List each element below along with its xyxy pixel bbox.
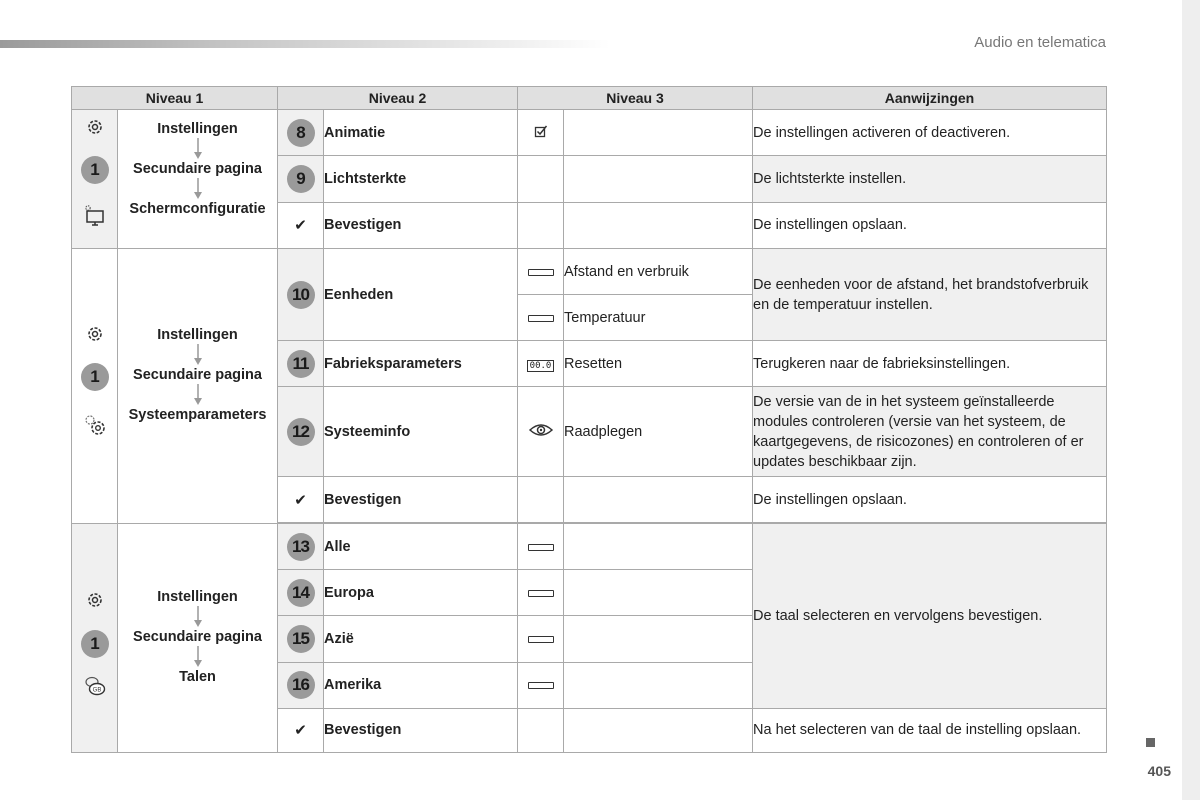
level2-label: Azië bbox=[324, 616, 518, 662]
language-icon bbox=[72, 674, 117, 700]
level3-icon-empty bbox=[518, 477, 564, 523]
hint-text: Terugkeren naar de fabrieksinstellingen. bbox=[753, 341, 1107, 387]
level3-icon-empty bbox=[518, 156, 564, 202]
page-marker bbox=[1146, 738, 1155, 747]
header-niveau-2: Niveau 2 bbox=[278, 87, 518, 110]
level1-icons-group2 bbox=[72, 249, 118, 524]
level1-secundaire-pagina: Secundaire pagina bbox=[133, 367, 262, 383]
level2-label: Systeeminfo bbox=[324, 387, 518, 477]
level2-number-cell bbox=[278, 110, 324, 156]
level2-label: Eenheden bbox=[324, 249, 518, 341]
level1-target: Schermconfiguratie bbox=[129, 201, 266, 217]
header-aanwijzingen: Aanwijzingen bbox=[753, 87, 1107, 110]
step-badge: 15 bbox=[287, 625, 315, 653]
hint-text: De instellingen activeren of deactiveren. bbox=[753, 110, 1107, 156]
option-bar-icon bbox=[518, 616, 564, 662]
gear-icon bbox=[72, 590, 117, 610]
checkbox-icon bbox=[518, 110, 564, 156]
level2-label: Bevestigen bbox=[324, 708, 518, 752]
option-bar-icon bbox=[518, 295, 564, 341]
level1-path-group2 bbox=[118, 249, 278, 524]
level2-number-cell bbox=[278, 156, 324, 202]
level3-icon-empty bbox=[518, 202, 564, 248]
hint-text: De lichtsterkte instellen. bbox=[753, 156, 1107, 202]
level1-instellingen: Instellingen bbox=[157, 589, 238, 605]
level1-instellingen: Instellingen bbox=[157, 121, 238, 137]
hint-text: De taal selecteren en vervolgens bevestigen. bbox=[753, 524, 1107, 709]
svg-text:GB: GB bbox=[92, 687, 101, 694]
level1-target: Talen bbox=[179, 669, 216, 685]
level2-number-cell bbox=[278, 662, 324, 708]
page-edge-strip bbox=[1182, 0, 1200, 800]
level2-label: Animatie bbox=[324, 110, 518, 156]
level3-option: Raadplegen bbox=[564, 387, 753, 477]
arrow-down-icon bbox=[118, 138, 277, 160]
step-badge: 14 bbox=[287, 579, 315, 607]
checkmark-icon: ✔ bbox=[278, 708, 324, 752]
step-badge: 16 bbox=[287, 671, 315, 699]
checkmark-icon: ✔ bbox=[278, 202, 324, 248]
screen-config-icon bbox=[72, 202, 117, 228]
level3-empty bbox=[564, 110, 753, 156]
hint-text: De instellingen opslaan. bbox=[753, 202, 1107, 248]
level3-option: Afstand en verbruik bbox=[564, 249, 753, 295]
level3-option: Temperatuur bbox=[564, 295, 753, 341]
level2-label: Europa bbox=[324, 570, 518, 616]
level1-instellingen: Instellingen bbox=[157, 327, 238, 343]
level3-empty bbox=[564, 616, 753, 662]
step-badge: 8 bbox=[287, 119, 315, 147]
step-badge: 9 bbox=[287, 165, 315, 193]
hint-text: De versie van de in het systeem geïnstalleerde modules controleren (versie van het systeem, de kaartgegevens, de risicozones) en controleren of er updates beschikbaar zijn. bbox=[753, 387, 1107, 477]
arrow-down-icon bbox=[118, 384, 277, 406]
level2-label: Lichtsterkte bbox=[324, 156, 518, 202]
header-gradient-bar bbox=[0, 40, 610, 48]
level2-label: Bevestigen bbox=[324, 202, 518, 248]
reset-code-icon: 00.0 bbox=[518, 341, 564, 387]
header-niveau-1: Niveau 1 bbox=[72, 87, 278, 110]
settings-menu-table bbox=[71, 86, 1107, 753]
gear-icon bbox=[72, 324, 117, 344]
level2-label: Fabrieksparameters bbox=[324, 341, 518, 387]
option-bar-icon bbox=[518, 570, 564, 616]
header-niveau-3: Niveau 3 bbox=[518, 87, 753, 110]
level2-number-cell bbox=[278, 524, 324, 570]
level1-secundaire-pagina: Secundaire pagina bbox=[133, 629, 262, 645]
eye-icon bbox=[518, 387, 564, 477]
step-badge: 1 bbox=[81, 363, 109, 391]
step-badge: 11 bbox=[287, 350, 315, 378]
level3-empty bbox=[564, 524, 753, 570]
level2-number-cell bbox=[278, 341, 324, 387]
gear-icon bbox=[72, 117, 117, 137]
level2-label: Amerika bbox=[324, 662, 518, 708]
arrow-down-icon bbox=[118, 344, 277, 366]
hint-text: Na het selecteren van de taal de instelling opslaan. bbox=[753, 708, 1107, 752]
level1-target: Systeemparameters bbox=[128, 407, 267, 423]
step-badge: 1 bbox=[81, 630, 109, 658]
option-bar-icon bbox=[518, 524, 564, 570]
level3-icon-empty bbox=[518, 708, 564, 752]
level2-label: Alle bbox=[324, 524, 518, 570]
table-row bbox=[72, 110, 1107, 156]
level3-empty bbox=[564, 156, 753, 202]
table-header-row bbox=[72, 87, 1107, 110]
section-title: Audio en telematica bbox=[974, 34, 1106, 51]
level3-empty bbox=[564, 477, 753, 523]
level3-option: Resetten bbox=[564, 341, 753, 387]
level1-path-group1 bbox=[118, 110, 278, 249]
page-number: 405 bbox=[1147, 763, 1171, 779]
level1-secundaire-pagina: Secundaire pagina bbox=[133, 161, 262, 177]
level2-number-cell bbox=[278, 387, 324, 477]
table-row bbox=[72, 249, 1107, 295]
level3-empty bbox=[564, 708, 753, 752]
step-badge: 10 bbox=[287, 281, 315, 309]
hint-text: De eenheden voor de afstand, het brandstofverbruik en de temperatuur instellen. bbox=[753, 249, 1107, 341]
arrow-down-icon bbox=[118, 606, 277, 628]
level1-path-group3 bbox=[118, 524, 278, 753]
level3-empty bbox=[564, 202, 753, 248]
step-badge: 13 bbox=[287, 533, 315, 561]
level1-icons-group3 bbox=[72, 524, 118, 753]
arrow-down-icon bbox=[118, 178, 277, 200]
level2-number-cell bbox=[278, 249, 324, 341]
level1-icons-group1 bbox=[72, 110, 118, 249]
step-badge: 12 bbox=[287, 418, 315, 446]
level3-empty bbox=[564, 570, 753, 616]
system-gears-icon bbox=[72, 412, 117, 438]
level3-empty bbox=[564, 662, 753, 708]
option-bar-icon bbox=[518, 662, 564, 708]
arrow-down-icon bbox=[118, 646, 277, 668]
hint-text: De instellingen opslaan. bbox=[753, 477, 1107, 523]
table-row bbox=[72, 524, 1107, 570]
level2-number-cell bbox=[278, 616, 324, 662]
checkmark-icon: ✔ bbox=[278, 477, 324, 523]
level2-number-cell bbox=[278, 570, 324, 616]
level2-label: Bevestigen bbox=[324, 477, 518, 523]
step-badge: 1 bbox=[81, 156, 109, 184]
option-bar-icon bbox=[518, 249, 564, 295]
